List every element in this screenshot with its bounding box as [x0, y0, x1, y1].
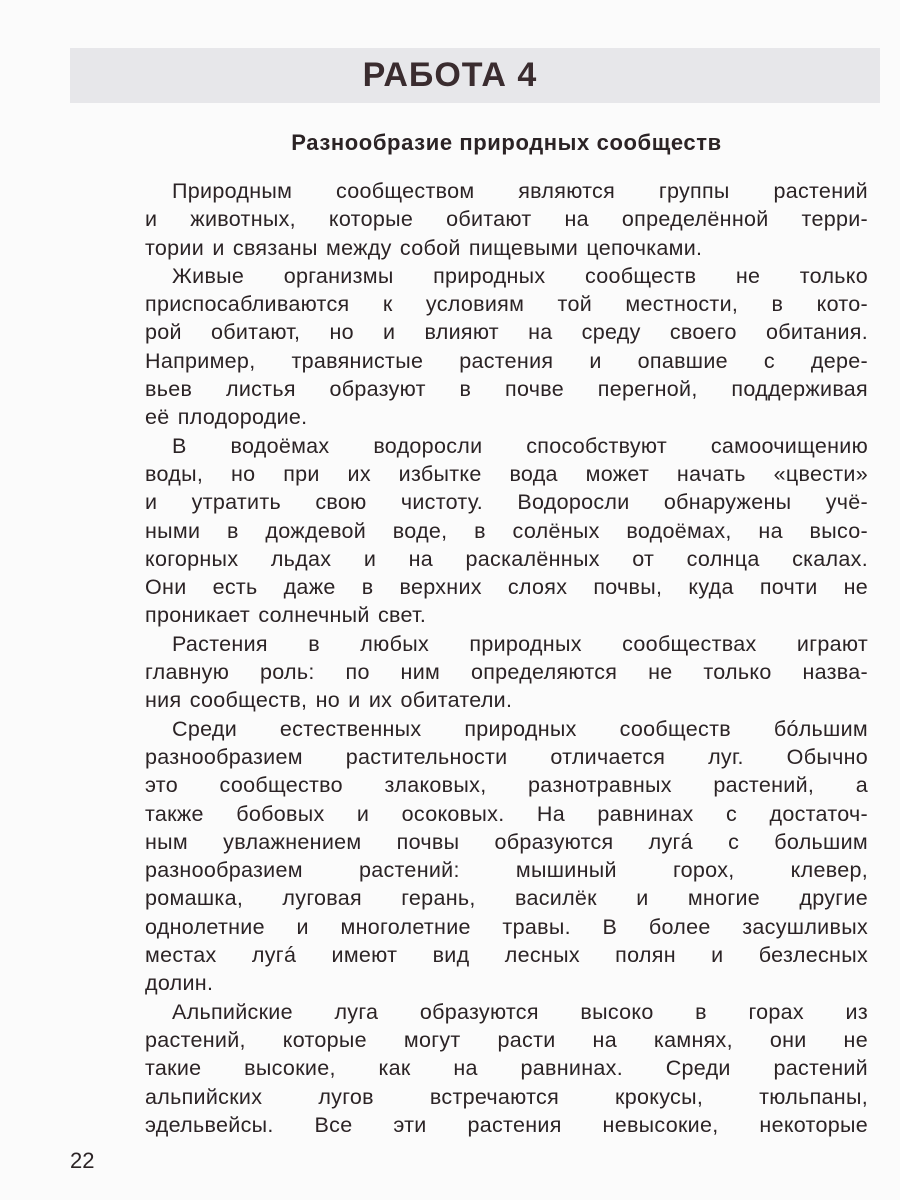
paragraph — [145, 432, 868, 630]
text-line: разнообразием растительности отличается луг. Обычно — [145, 744, 868, 769]
text-line: однолетние и многолетние травы. В более засушливых — [145, 914, 868, 939]
text-line: Природным сообществом являются группы растений — [172, 179, 868, 203]
text-line: Они есть даже в верхних слоях почвы, куда почти не — [145, 575, 868, 600]
text-line: разнообразием растений: мышиный горох, клевер, — [145, 858, 868, 883]
text-line: когорных льдах и на раскалённых от солнца скалах. — [145, 546, 868, 571]
paragraph — [145, 630, 868, 715]
text-line: вьев листья образуют в почве перегной, поддерживая — [145, 377, 868, 402]
work-title: РАБОТА 4 — [362, 56, 538, 94]
text-line: эдельвейсы. Все эти растения невысокие, некоторые — [145, 1112, 868, 1137]
section-title: Разнообразие природных сообществ — [291, 130, 722, 155]
text-line: Например, травянистые растения и опавшие с дере- — [145, 348, 868, 373]
page-number: 22 — [70, 1148, 95, 1173]
paragraph — [145, 262, 868, 432]
text-line: такие высокие, как на равнинах. Среди растений — [145, 1056, 868, 1081]
body-text — [145, 177, 868, 1139]
paragraph — [145, 177, 868, 262]
text-line: Альпийские луга образуются высоко в горах из — [172, 999, 868, 1024]
text-line: рой обитают, но и влияют на среду своего обитания. — [145, 320, 868, 345]
text-line: Живые организмы природных сообществ не только — [172, 263, 868, 288]
text-line: местах лугá имеют вид лесных полян и безлесных — [145, 943, 868, 968]
text-line: проникает солнечный свет. — [145, 603, 427, 628]
text-line: и утратить свою чистоту. Водоросли обнаружены учё- — [145, 490, 868, 515]
text-line: Среди естественных природных сообществ бóльшим — [172, 716, 868, 741]
paragraph — [145, 715, 868, 998]
paragraph — [145, 998, 868, 1139]
text-line: это сообщество злаковых, разнотравных растений, а — [145, 773, 868, 798]
text-line: и животных, которые обитают на определённой терри- — [145, 207, 868, 232]
text-line: растений, которые могут расти на камнях, они не — [145, 1027, 868, 1052]
text-line: воды, но при их избытке вода может начать «цвести» — [145, 461, 868, 486]
text-line: ния сообществ, но и их обитатели. — [145, 688, 513, 713]
text-line: ромашка, луговая герань, василёк и многие другие — [145, 886, 868, 911]
text-line: приспосабливаются к условиям той местности, в кото- — [145, 292, 868, 317]
text-line: также бобовых и осоковых. На равнинах с достаточ- — [145, 801, 868, 826]
text-line: её плодородие. — [145, 405, 308, 430]
text-line: долин. — [145, 971, 214, 996]
text-line: ными в дождевой воде, в солёных водоёмах, на высо- — [145, 518, 868, 543]
text-line: главную роль: по ним определяются не только назва- — [145, 660, 868, 685]
text-line: Растения в любых природных сообществах играют — [172, 631, 868, 656]
text-line: тории и связаны между собой пищевыми цепочками. — [145, 235, 703, 260]
text-line: ным увлажнением почвы образуются лугá с большим — [145, 829, 868, 854]
text-line: альпийских лугов встречаются крокусы, тюльпаны, — [145, 1084, 868, 1109]
text-line: В водоёмах водоросли способствуют самоочищению — [172, 433, 868, 458]
